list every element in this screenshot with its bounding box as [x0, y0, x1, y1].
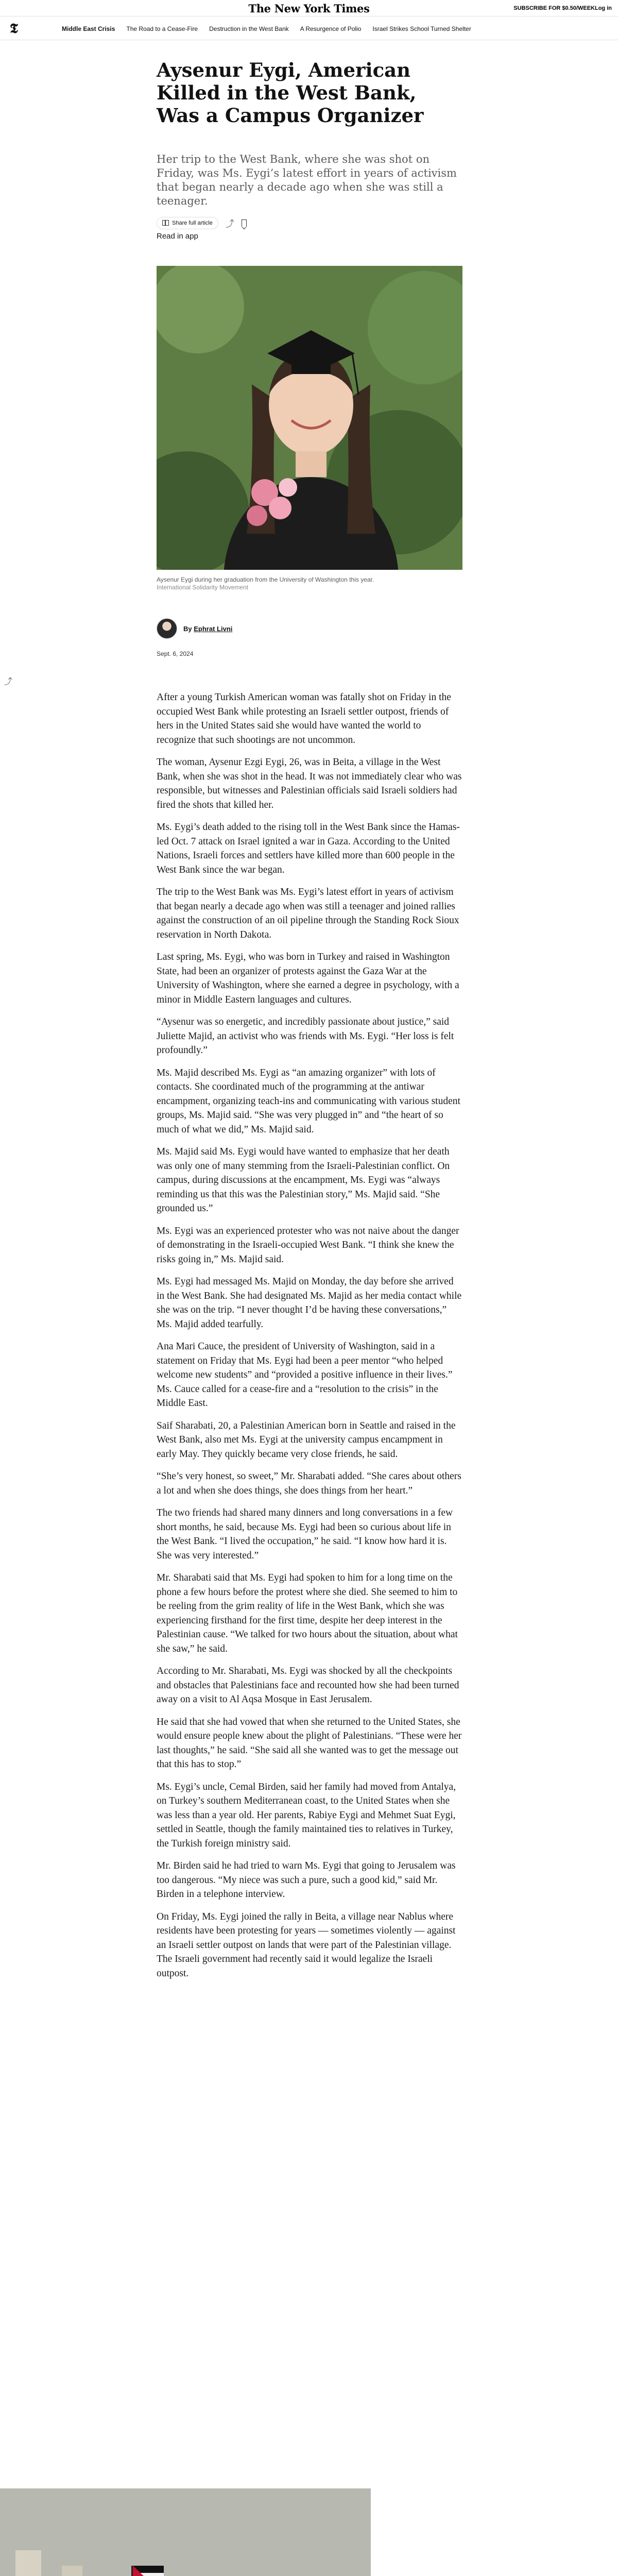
article-summary: Her trip to the West Bank, where she was shot on Friday, was Ms. Eygi’s latest effort in years of activism that began nearly a decade ago when she was still a teenager. — [157, 153, 457, 207]
hero-caption — [157, 576, 462, 591]
paragraph: Mr. Birden said he had tried to warn Ms. Eygi that going to Jerusalem was too dangerous. “My niece was such a pure, such a good kid,” said Mr. Birden in a telephone interview. — [157, 1860, 456, 1900]
paragraph: “Aysenur was so energetic, and incredibly passionate about justice,” said Juliette Majid, an activist who was friends with Ms. Eygi. “Her loss is felt profoundly.” — [157, 1016, 454, 1056]
nav-section-title[interactable]: Middle East Crisis — [62, 25, 115, 32]
share-full-article-button[interactable] — [157, 217, 218, 229]
paragraph: Ms. Eygi’s death added to the rising toll in the West Bank since the Hamas-led Oct. 7 attack on Israel ignited a war in Gaza. According to the United Nations, Israeli forces and settlers have killed more than 600 people in the West Bank since the war began. — [157, 822, 460, 875]
paragraph: The two friends had shared many dinners and long conversations in a few short months, he said, because Ms. Eygi had been so curious about life in the West Bank. “I lived the occupation,” he said. “I know how hard it is. She was very interested.” — [157, 1507, 453, 1561]
top-bar — [0, 0, 618, 16]
paragraph: Last spring, Ms. Eygi, who was born in Turkey and raised in Washington State, had been an organizer of protests against the Gaza War at the University of Washington, where she earned a degree in psychology, with a minor in Middle Eastern languages and cultures. — [157, 952, 459, 1005]
nav-item-school-strike[interactable]: Israel Strikes School Turned Shelter — [372, 25, 471, 32]
paragraph: According to Mr. Sharabati, Ms. Eygi was shocked by all the checkpoints and obstacles that Palestinians face and recounted how she had been turned away on a visit to Al Aqsa Mosque in East Jerusalem. — [157, 1666, 459, 1705]
paragraph: Ms. Eygi had messaged Ms. Majid on Monday, the day before she arrived in the West Bank. She had designated Ms. Majid as her media contact while she was on the trip. “I never thought I’d be having these conversations,” Ms. Majid added tearfully. — [157, 1276, 462, 1330]
paragraph: The woman, Aysenur Ezgi Eygi, 26, was in Beita, a village in the West Bank, when she was shot in the head. It was not immediately clear who was responsible, but witnesses and Palestinian officials said Israeli soldiers had fired the shots that killed her. — [157, 757, 462, 810]
nav-item-polio[interactable]: A Resurgence of Polio — [300, 25, 362, 32]
paragraph: Ms. Majid said Ms. Eygi would have wanted to emphasize that her death was only one of many stemming from the Israeli-Palestinian conflict. On campus, during discussions at the encampment, Ms. Eygi was “always reminding us that this was the Palestinian story,” Ms. Majid said. “She grounded us.” — [157, 1146, 450, 1214]
paragraph: Mr. Sharabati said that Ms. Eygi had spoken to him for a long time on the phone a few hours before the protest where she died. She seemed to him to be reeling from the grim reality of life in the West Bank, which she was experiencing firsthand for the first time, despite her deep interest in the Palestinian cause. “We talked for two hours about the situation, about what she saw,” he said. — [157, 1572, 458, 1654]
article-body — [157, 690, 462, 1989]
bookmark-icon[interactable] — [242, 219, 247, 227]
share-icon[interactable]: ⤴ — [225, 219, 234, 229]
side-share-icon[interactable]: ⤴ — [4, 677, 13, 686]
publish-date: Sept. 6, 2024 — [157, 650, 194, 657]
nav-items — [62, 25, 471, 32]
paragraph: Ms. Majid described Ms. Eygi as “an amazing organizer” with lots of contacts. She coordinated much of the programming at the antiwar encampment, organizing teach-ins and communicating with various student groups, Ms. Majid said. “She was very plugged in” and “the heart of so much of what we did,” Ms. Majid said. — [157, 1067, 460, 1135]
paragraph: Saif Sharabati, 20, a Palestinian American born in Seattle and raised in the West Bank, also met Ms. Eygi at the university campus encampment in early May. They quickly became very close friends, he said. — [157, 1420, 456, 1460]
masthead-logo[interactable]: The New York Times — [248, 2, 370, 15]
article-headline: Aysenur Eygi, American Killed in the West Bank, Was a Campus Organizer — [157, 59, 424, 127]
author-link[interactable]: Ephrat Livni — [194, 624, 233, 633]
nav-item-cease-fire[interactable]: The Road to a Cease-Fire — [126, 25, 198, 32]
protest-photo — [0, 2488, 371, 2576]
hero-photo-credit: International Solidarity Movement — [157, 584, 249, 591]
paragraph: The trip to the West Bank was Ms. Eygi’s latest effort in years of activism that began nearly a decade ago when was still a teenager and joined rallies against the construction of an oil pipeline through the Standing Rock Sioux reservation in North Dakota. — [157, 887, 459, 940]
paragraph: He said that she had vowed that when she returned to the United States, she would ensure people knew about the plight of Palestinians. “These were her last thoughts,” he said. “She said all she wanted was to get the message out that this has to stop.” — [157, 1716, 462, 1770]
byline — [157, 618, 232, 639]
nav-item-destruction[interactable]: Destruction in the West Bank — [209, 25, 289, 32]
nyt-t-logo-icon[interactable]: 𝕿 — [10, 21, 18, 37]
subscribe-login-link[interactable]: SUBSCRIBE FOR $0.50/WEEKLog in — [513, 5, 612, 11]
paragraph: “She’s very honest, so sweet,” Mr. Sharabati added. “She cares about others a lot and when she does things, she does things from her heart.” — [157, 1471, 461, 1496]
paragraph: On Friday, Ms. Eygi joined the rally in Beita, a village near Nablus where residents have been protesting for years — sometimes violently — against an Israeli settler outpost on lands that were part of the Palestinian village. The Israeli government had recently said it would legalize the Israeli outpost. — [157, 1911, 456, 1979]
paragraph: Ana Mari Cauce, the president of University of Washington, said in a statement on Friday that Ms. Eygi had been a peer mentor “who helped welcome new students” and “provided a positive influence in their lives.” Ms. Cauce called for a cease-fire and a “resolution to the crisis” in the Middle East. — [157, 1341, 453, 1409]
paragraph: Ms. Eygi was an experienced protester who was not naive about the danger of demonstrating in the Israeli-occupied West Bank. “I think she knew the risks going in,” Ms. Majid said. — [157, 1225, 459, 1265]
hero-photo — [157, 266, 462, 570]
section-nav — [0, 16, 618, 40]
byline-prefix: By — [183, 624, 192, 633]
paragraph: After a young Turkish American woman was fatally shot on Friday in the occupied West Bank while protesting an Israeli settler outpost, friends of hers in the United States said she would have wanted the world to recognize that such shootings are not uncommon. — [157, 692, 451, 745]
article-toolbar — [157, 216, 247, 229]
gift-icon — [162, 220, 169, 226]
byline-text — [183, 625, 232, 633]
hero-caption-text: Aysenur Eygi during her graduation from the University of Washington this year. — [157, 576, 374, 583]
author-avatar — [157, 618, 177, 639]
paragraph: Ms. Eygi’s uncle, Cemal Birden, said her family had moved from Antalya, on Turkey’s southern Mediterranean coast, to the United States when she was less than a year old. Her parents, Rabiye Eygi and Mehmet Suat Eygi, settled in Seattle, though the family maintained ties to relatives in Turkey, the Turkish foreign ministry said. — [157, 1781, 456, 1849]
read-in-app-link[interactable]: Read in app — [157, 232, 198, 241]
share-button-label: Share full article — [172, 219, 213, 226]
